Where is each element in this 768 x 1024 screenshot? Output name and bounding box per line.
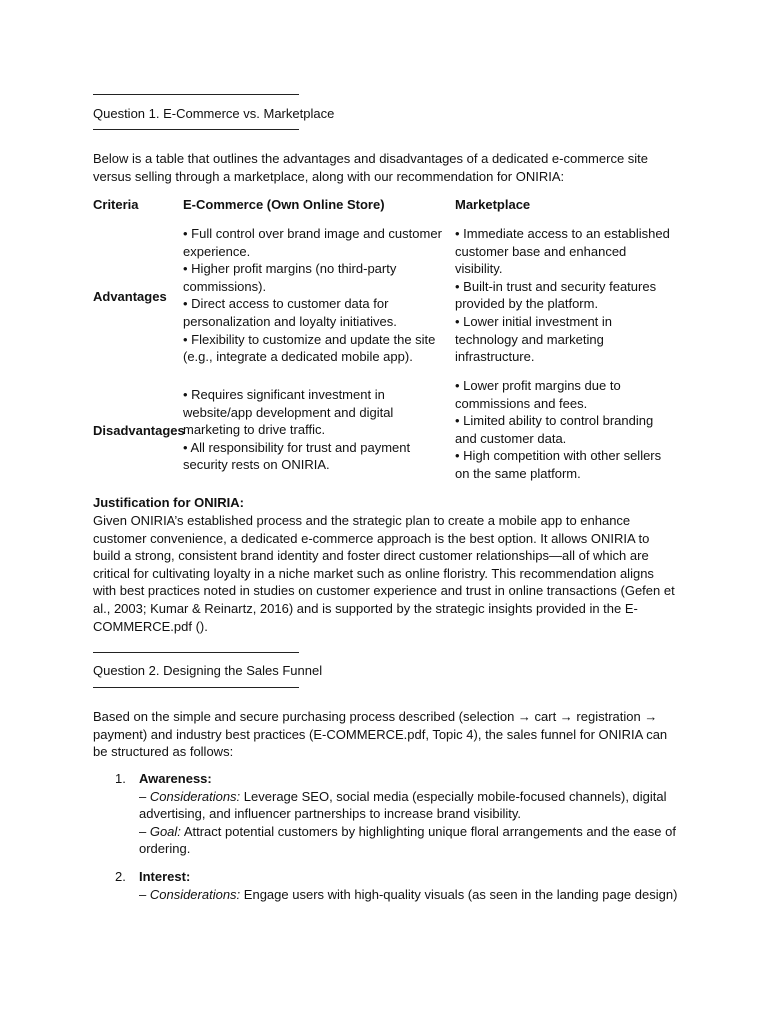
row-label-advantages: Advantages <box>93 289 167 304</box>
list-item: • Built-in trust and security features provided by the platform. <box>455 278 657 312</box>
justification-title: Justification for ONIRIA: <box>93 495 244 510</box>
list-item: • High competition with other sellers on the same platform. <box>455 448 662 481</box>
divider <box>93 129 299 130</box>
justification-text: Given ONIRIA’s established process and the strategic plan to create a mobile app to enhance customer convenience, a dedicated e-commerce approach is the best option. It allows ONIRIA to build a strong, consistent brand identity and foster direct customer relationships—all of which are critical for cultivating loyalty in a niche market such as online floristry. This recommendation aligns with best practices noted in studies on customer experience and trust in online transactions (Gefen et al., 2003; Kumar & Reinartz, 2016) and is supported by the strategic insights provided in the E-COMMERCE.pdf (). <box>93 513 675 634</box>
list-item-body: Interest: – Considerations: Engage users with high-quality visuals (as seen in the landing page design) <box>139 869 678 902</box>
list-item <box>93 868 678 908</box>
list-item: • Limited ability to control branding and customer data. <box>455 413 654 446</box>
row-label-disadvantages: Disadvantages <box>93 423 185 438</box>
advantages-ecommerce-cell <box>183 225 451 366</box>
stage-title: Interest: <box>139 869 191 884</box>
list-item-body: Awareness: – Considerations: Leverage SEO, social media (especially mobile-focused channels), digital advertising, and influencer partnerships to increase brand visibility. – Goal: Attract potential customers by highlighting unique floral arrangements and the ease of ordering. <box>139 771 676 857</box>
disadvantages-marketplace-cell <box>455 377 677 483</box>
list-number: 1. <box>115 771 126 786</box>
q1-intro: Below is a table that outlines the advantages and disadvantages of a dedicated e-commerce site versus selling through a marketplace, along with our recommendation for ONIRIA: <box>93 151 649 184</box>
considerations-label: Considerations: <box>149 886 241 902</box>
list-item: • Lower initial investment in technology and marketing infrastructure. <box>455 313 613 365</box>
list-item: • Immediate access to an established customer base and enhanced visibility. <box>455 226 670 277</box>
considerations-text: Engage users with high-quality visuals (as seen in the landing page design) <box>243 886 678 902</box>
advantages-marketplace-cell <box>455 225 677 366</box>
list-item: • Flexibility to customize and update the site (e.g., integrate a dedicated mobile app). <box>183 331 436 365</box>
list-item: • Higher profit margins (no third-party commissions). <box>183 261 397 294</box>
goal-text: Attract potential customers by highlighting unique floral arrangements and the ease of ordering. <box>139 823 676 857</box>
table-header-ecommerce: E-Commerce (Own Online Store) <box>183 197 385 212</box>
list-item <box>93 770 678 868</box>
stage-title: Awareness: <box>139 771 212 786</box>
list-item: • Lower profit margins due to commissions and fees. <box>455 378 621 411</box>
table-header-marketplace: Marketplace <box>455 197 531 212</box>
list-number: 2. <box>115 869 126 884</box>
disadvantages-ecommerce-cell <box>183 386 433 474</box>
list-item: • Requires significant investment in website/app development and digital marketing to drive traffic. <box>183 387 394 438</box>
goal-label: Goal: <box>149 823 181 839</box>
divider-top <box>93 94 299 95</box>
q2-intro: Based on the simple and secure purchasing process described (selection → cart → registration → payment) and industry best practices (E-COMMERCE.pdf, Topic 4), the sales funnel for ONIRIA can be structured as follows: <box>93 709 668 760</box>
considerations-text: Leverage SEO, social media (especially mobile-focused channels), digital advertising, and influencer partnerships to increase brand visibility. <box>139 788 667 822</box>
funnel-list <box>93 770 678 908</box>
list-item: • All responsibility for trust and payment security rests on ONIRIA. <box>183 439 411 473</box>
divider <box>93 687 299 688</box>
q2-heading: Question 2. Designing the Sales Funnel <box>93 663 323 678</box>
considerations-label: Considerations: <box>149 788 241 804</box>
list-item: • Full control over brand image and customer experience. <box>183 226 442 259</box>
table-header-criteria: Criteria <box>93 197 139 212</box>
list-item: • Direct access to customer data for personalization and loyalty initiatives. <box>183 296 397 329</box>
q1-heading: Question 1. E-Commerce vs. Marketplace <box>93 106 335 121</box>
divider <box>93 652 299 653</box>
